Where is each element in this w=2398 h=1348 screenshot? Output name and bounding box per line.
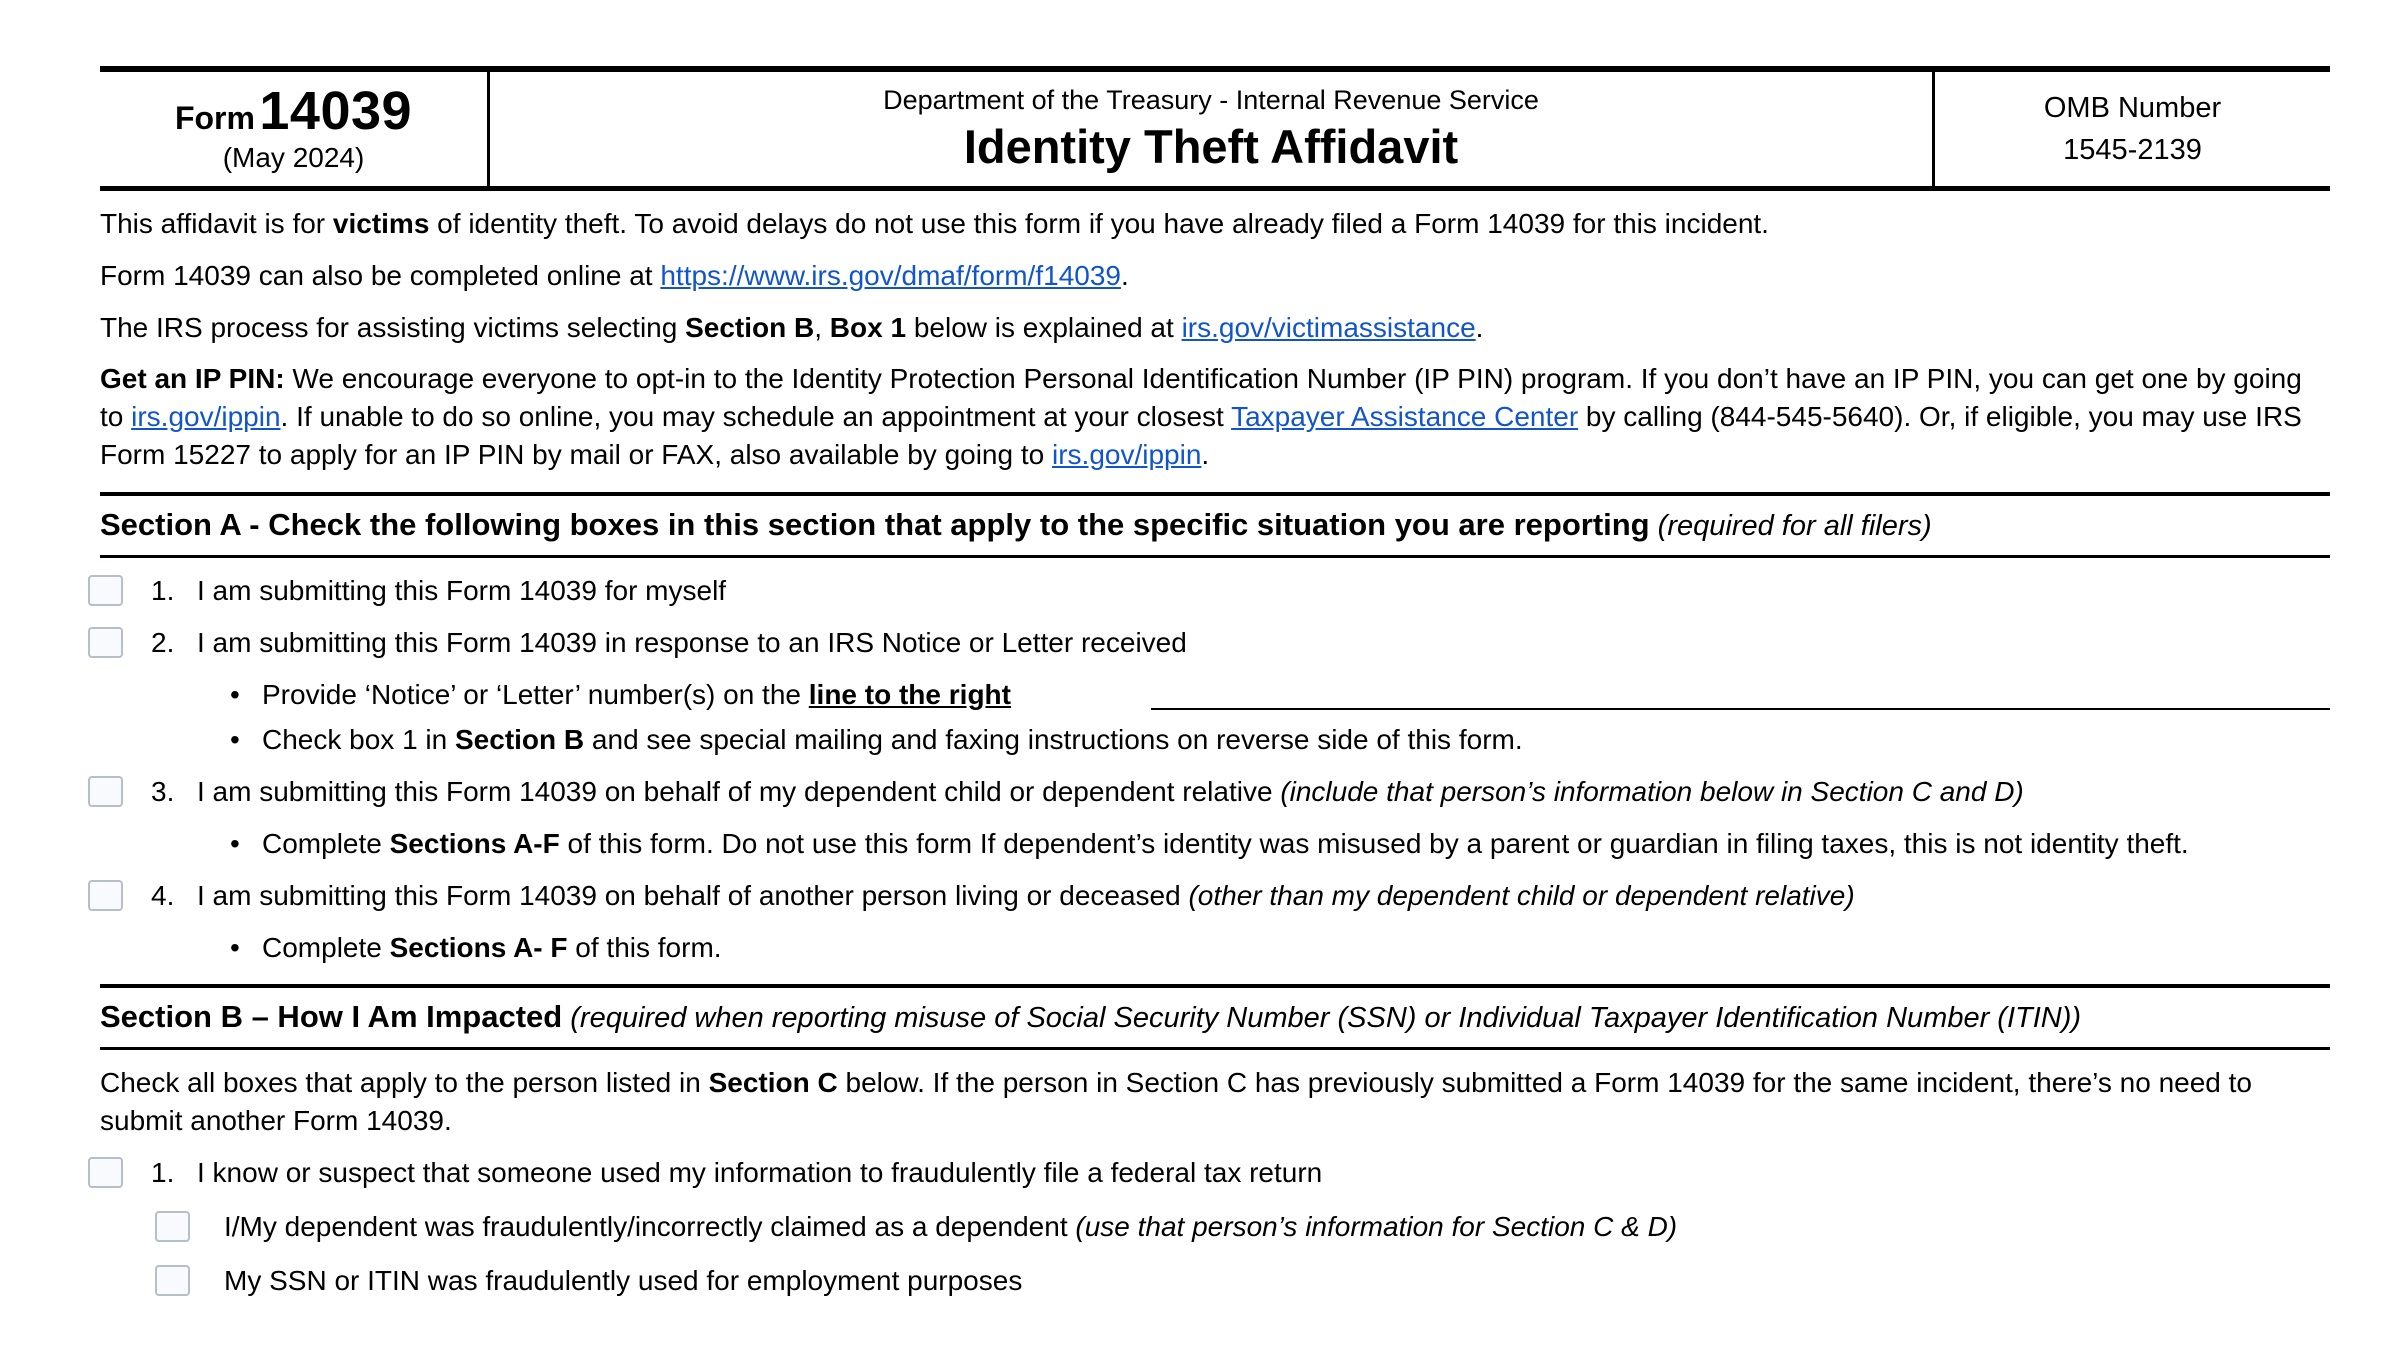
form-online-link[interactable]: https://www.irs.gov/dmaf/form/f14039 (660, 259, 1121, 291)
intro-process-paragraph: The IRS process for assisting victims selecting Section B, Box 1 below is explained at irs.gov/victimassistance. (100, 311, 1484, 343)
notice-number-row (230, 676, 2330, 714)
myself-checkbox[interactable] (88, 575, 123, 606)
item-number: 3. (151, 776, 175, 808)
taxpayer-assistance-center-link[interactable]: Taxpayer Assistance Center (1231, 401, 1579, 433)
item-text: I know or suspect that someone used my information to fraudulently file a federal tax return (197, 1157, 1323, 1189)
bullet-text: Complete Sections A- F of this form. (262, 931, 722, 963)
item-text: I am submitting this Form 14039 for myself (197, 574, 727, 606)
item-number: 1. (151, 1157, 175, 1189)
form-header (100, 66, 2330, 191)
bullet-text: Complete Sections A-F of this form. Do not use this form If dependent’s identity was misused by a parent or guardian in filing taxes, this is not identity theft. (262, 827, 2189, 859)
section-a-item-3 (88, 773, 2330, 811)
intro-online-paragraph: Form 14039 can also be completed online at https://www.irs.gov/dmaf/form/f14039. (100, 259, 1129, 291)
form-revision: (May 2024) (222, 142, 365, 173)
item-text: I/My dependent was fraudulently/incorrectly claimed as a dependent (use that person’s information for Section C & D) (224, 1210, 1678, 1242)
section-a-item-4 (88, 877, 2330, 915)
item-text: I am submitting this Form 14039 in response to an IRS Notice or Letter received (197, 626, 1187, 658)
bullet-glyph: • (230, 931, 240, 963)
complete-sections-row (230, 929, 2330, 967)
section-a-item-2 (88, 624, 2330, 662)
bullet-glyph: • (230, 827, 240, 859)
item-number: 2. (151, 626, 175, 658)
item-number: 4. (151, 879, 175, 911)
department-line: Department of the Treasury - Internal Revenue Service (883, 85, 1539, 116)
omb-number: 1545-2139 (2063, 134, 2202, 166)
form-label: Form (174, 100, 255, 136)
omb-block (1935, 72, 2330, 186)
notice-number-line[interactable] (1151, 700, 2330, 710)
section-b-intro: Check all boxes that apply to the person listed in Section C below. If the person in Section C has previously submitted a Form 14039 for the same incident, there’s no need to submit another Form 14039. (100, 1067, 2253, 1137)
another-person-behalf-checkbox[interactable] (88, 880, 123, 911)
ippin-link-1[interactable]: irs.gov/ippin (131, 401, 281, 433)
bullet-glyph: • (230, 724, 240, 756)
section-a-item-1 (88, 572, 2330, 610)
form-number: 14039 (259, 81, 413, 141)
claimed-as-dependent-checkbox[interactable] (155, 1211, 190, 1242)
item-text: I am submitting this Form 14039 on behalf of my dependent child or dependent relative (include that person’s information below in Section C and D) (197, 776, 2024, 808)
item-number: 1. (151, 574, 175, 606)
form-title-block (490, 72, 1935, 186)
employment-purposes-checkbox[interactable] (155, 1265, 190, 1296)
employment-purposes-row (155, 1262, 2330, 1300)
complete-sections-a-f-row (230, 825, 2330, 863)
section-b-item-1 (88, 1154, 2330, 1192)
fraudulent-return-checkbox[interactable] (88, 1157, 123, 1188)
ippin-link-2[interactable]: irs.gov/ippin (1052, 438, 1202, 470)
dependent-behalf-checkbox[interactable] (88, 776, 123, 807)
irs-notice-response-checkbox[interactable] (88, 627, 123, 658)
bullet-text: Check box 1 in Section B and see special mailing and faxing instructions on reverse side of this form. (262, 724, 1523, 756)
form-number-block (100, 72, 490, 186)
check-box-1-instruction-row (230, 721, 2330, 759)
intro-victims-paragraph: This affidavit is for victims of identity theft. To avoid delays do not use this form if you have already filed a Form 14039 for this incident. (100, 208, 1769, 239)
item-text: I am submitting this Form 14039 on behalf of another person living or deceased (other than my dependent child or dependent relative) (197, 879, 1855, 911)
omb-label: OMB Number (2043, 91, 2222, 124)
intro-ippin-paragraph: Get an IP PIN: We encourage everyone to opt-in to the Identity Protection Personal Identification Number (IP PIN) program. If you don’t have an IP PIN, you can get one by going to irs.gov/ippin. If unable to do so online, you may schedule an appointment at your closest Taxpayer Assistance Center by calling (844-545-5640). Or, if eligible, you may use IRS Form 15227 to apply for an IP PIN by mail or FAX, also available by going to irs.gov/ippin. (100, 363, 2302, 470)
form-number-line (110, 81, 477, 141)
form-title: Identity Theft Affidavit (963, 120, 1459, 174)
item-text: My SSN or ITIN was fraudulently used for employment purposes (224, 1264, 1023, 1296)
section-b-heading: Section B – How I Am Impacted (required when reporting misuse of Social Security Number (SSN) or Individual Taxpayer Identification Number (ITIN)) (100, 984, 2330, 1050)
bullet-glyph: • (230, 678, 240, 710)
claimed-as-dependent-row (155, 1208, 2330, 1246)
section-a-heading: Section A - Check the following boxes in this section that apply to the specific situation you are reporting (required for all filers) (100, 492, 2330, 558)
bullet-text: Provide ‘Notice’ or ‘Letter’ number(s) on the line to the right (262, 678, 1011, 710)
victim-assistance-link[interactable]: irs.gov/victimassistance (1181, 311, 1476, 343)
